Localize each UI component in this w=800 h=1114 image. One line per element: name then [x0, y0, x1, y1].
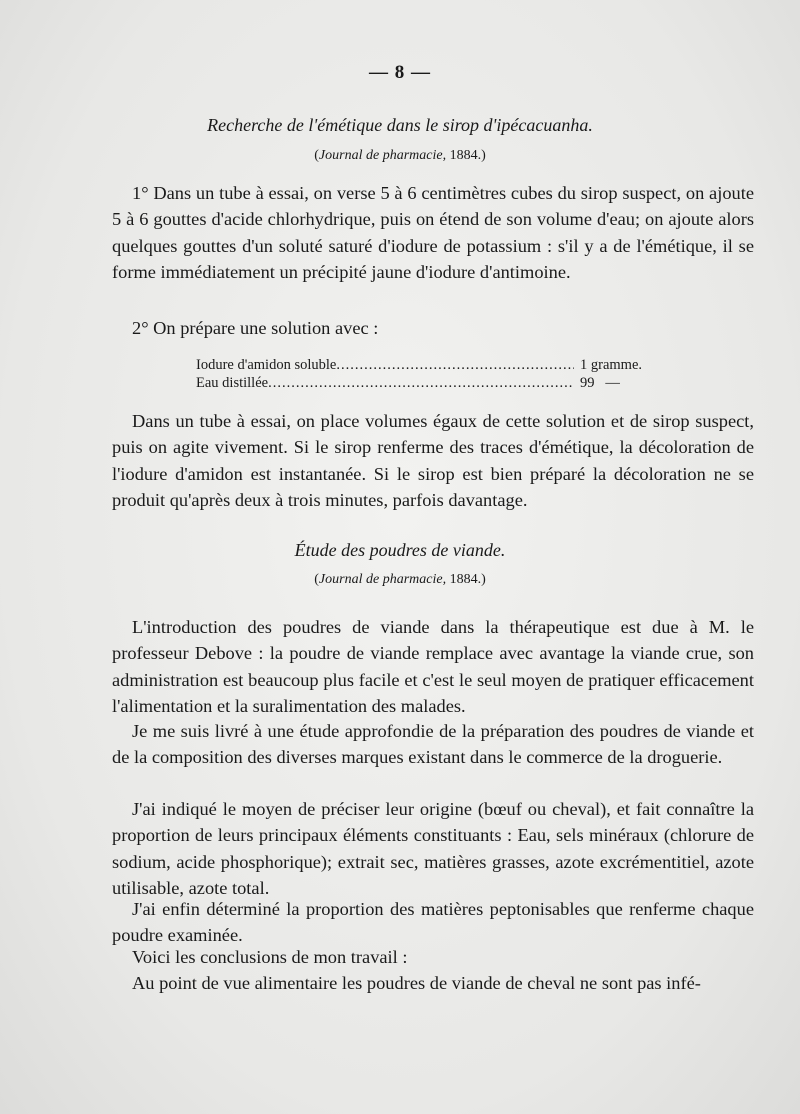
page-number: — 8 — — [369, 62, 431, 83]
recipe-ingredient: Iodure d'amidon soluble — [196, 357, 337, 373]
leader-dots — [268, 374, 574, 392]
source-year: 1884. — [449, 148, 482, 163]
source-year: 1884. — [449, 572, 482, 587]
recipe-ingredient: Eau distillée — [196, 375, 269, 391]
section-source-poudres: (Journal de pharmacie, 1884.) — [314, 572, 486, 587]
source-journal: Journal de pharmacie, — [318, 572, 447, 587]
recipe-row — [196, 356, 666, 374]
recipe-quantity: 1 gramme. — [580, 357, 643, 373]
paragraph-peptonisables: J'ai enfin déterminé la proportion des matières peptonisables que renferme chaque poudre examinée. — [112, 899, 754, 946]
section-title-poudres: Étude des poudres de viande. — [294, 540, 506, 560]
paragraph-step-2: 2° On prépare une solution avec : — [132, 318, 379, 338]
paragraph-composition: J'ai indiqué le moyen de préciser leur origine (bœuf ou cheval), et fait connaître la proportion de leurs principaux éléments constituants : Eau, sels minéraux (chlorure de sodium, acide phosphorique); extrait sec, matières grasses, azote excrémentitiel, azote utilisable, azote total. — [112, 799, 754, 899]
recipe-quantity: 99 — — [580, 375, 620, 391]
paragraph-step-1: 1° Dans un tube à essai, on verse 5 à 6 centimètres cubes du sirop suspect, on ajoute 5 à 6 gouttes d'acide chlorhydrique, puis on étend de son volume d'eau; on ajoute alors quelques gouttes d'un soluté saturé d'iodure de potassium : s'il y a de l'émétique, il se forme immédiatement un précipité jaune d'iodure d'antimoine. — [112, 183, 754, 283]
section-title-emetique: Recherche de l'émétique dans le sirop d'ipécacuanha. — [207, 115, 593, 135]
recipe-table — [196, 356, 666, 392]
section-source-emetique: (Journal de pharmacie, 1884.) — [314, 148, 486, 163]
paragraph-procedure: Dans un tube à essai, on place volumes égaux de cette solution et de sirop suspect, puis on agite vivement. Si le sirop renferme des traces d'émétique, la décoloration de l'iodure d'amidon est instantanée. Si le sirop est bien préparé la décoloration ne se produit qu'après deux à trois minutes, parfois davantage. — [112, 411, 754, 511]
paragraph-conclusions-intro: Voici les conclusions de mon travail : — [132, 947, 408, 967]
paragraph-introduction: L'introduction des poudres de viande dans la thérapeutique est due à M. le professeur Debove : la poudre de viande remplace avec avantage la viande crue, son administration est beaucoup plus facile et c'est le seul moyen de pratiquer efficacement l'alimentation et la suralimentation des malades. — [112, 617, 754, 717]
recipe-row — [196, 374, 666, 392]
paragraph-conclusion-start: Au point de vue alimentaire les poudres de viande de cheval ne sont pas infé- — [132, 973, 701, 993]
source-journal: Journal de pharmacie, — [318, 148, 447, 163]
leader-dots — [336, 356, 574, 374]
paragraph-etude: Je me suis livré à une étude approfondie de la préparation des poudres de viande et de la composition des diverses marques existant dans le commerce de la droguerie. — [112, 721, 754, 768]
